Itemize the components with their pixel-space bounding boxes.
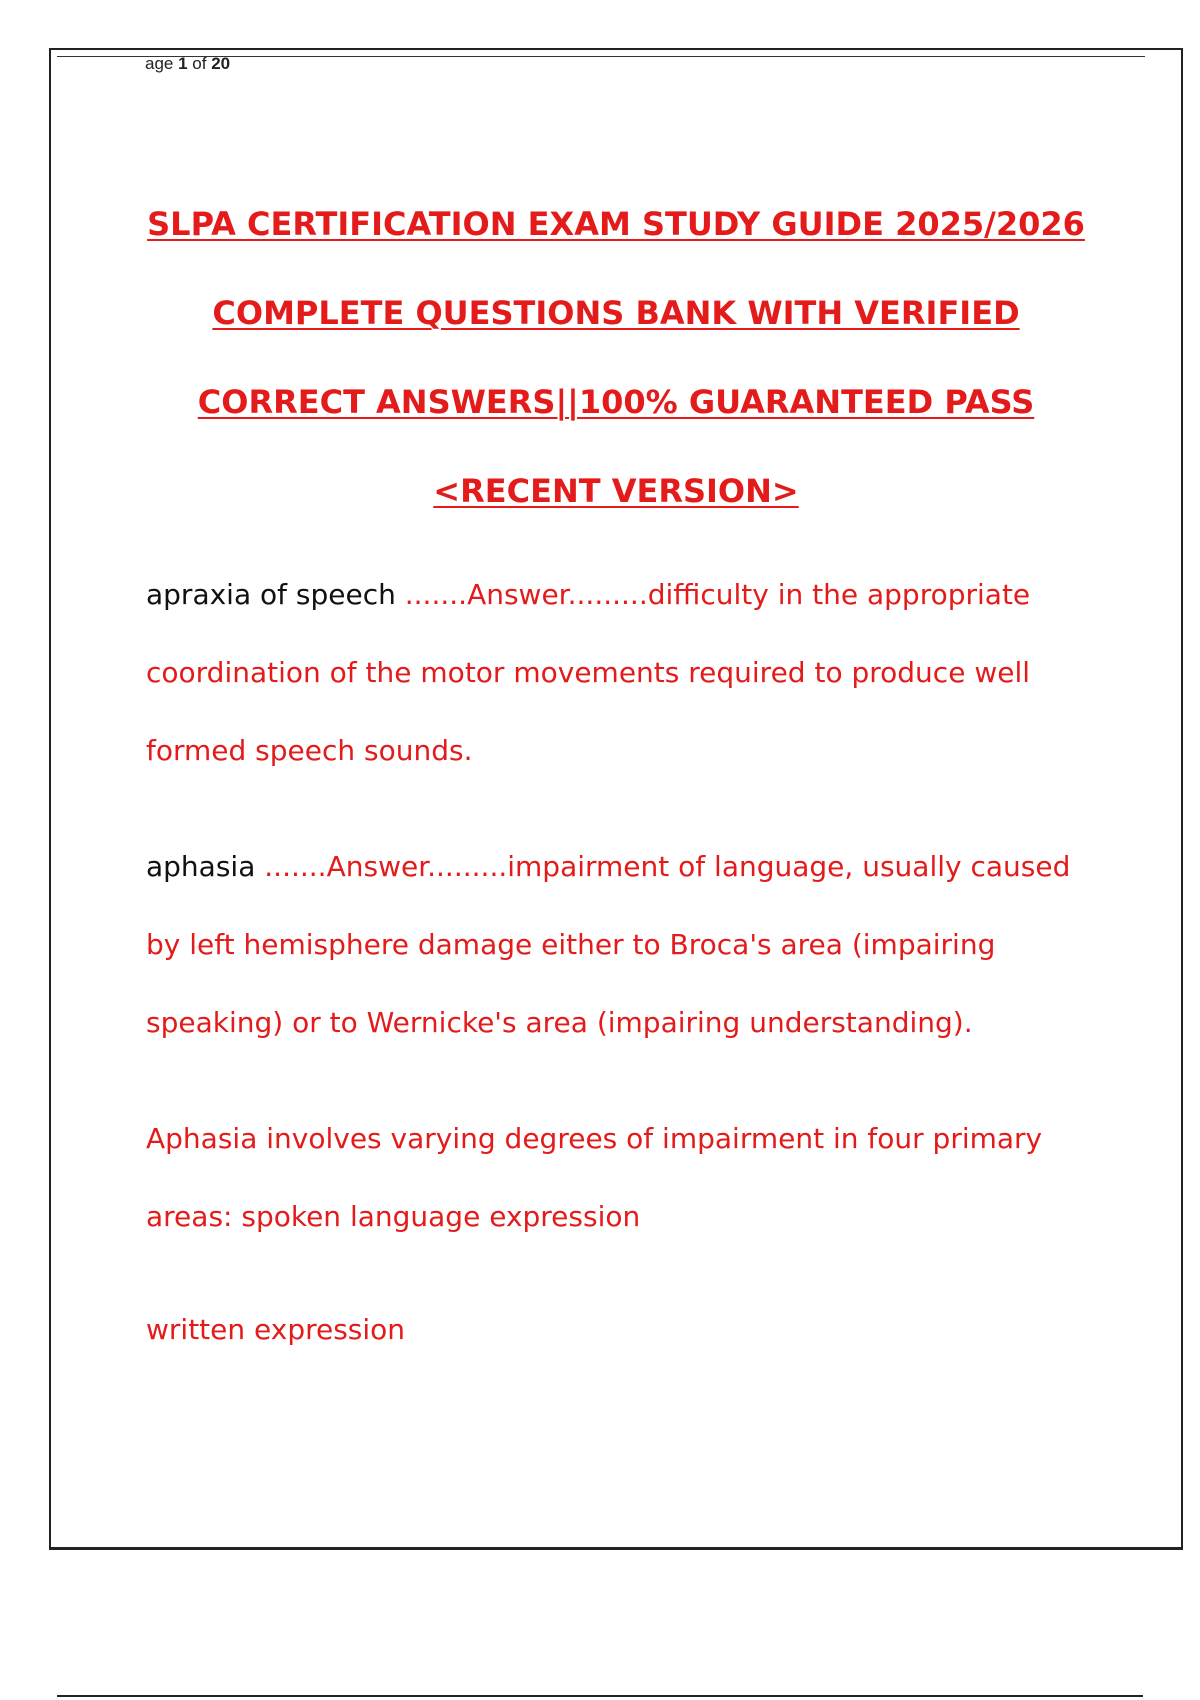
title-line-3: CORRECT ANSWERS||100% GUARANTEED PASS — [197, 383, 1035, 421]
list-item: written expression — [146, 1313, 406, 1346]
page-prefix: age — [145, 54, 179, 73]
paragraph-line-2: areas: spoken language expression — [146, 1200, 641, 1233]
entry-line-2: by left hemisphere damage either to Broca's area (impairing — [146, 928, 996, 961]
page-of: of — [187, 54, 212, 73]
entry-line-1 — [146, 575, 1086, 653]
paragraph-line-1: Aphasia involves varying degrees of impairment in four primary — [146, 1122, 1043, 1155]
footer-rule — [57, 1695, 1143, 1697]
entry-line-2: coordination of the motor movements required to produce well — [146, 656, 1031, 689]
page-current: 1 — [178, 54, 188, 73]
entry-term: aphasia — [146, 850, 256, 883]
entry-answer-start: .......Answer.........impairment of language, usually caused — [255, 850, 1071, 883]
written-expression-item — [146, 1310, 1086, 1388]
title-line-1: SLPA CERTIFICATION EXAM STUDY GUIDE 2025/2026 — [147, 205, 1085, 243]
page-total: 20 — [211, 54, 231, 73]
document-title — [49, 180, 1183, 536]
entry-answer-start: .......Answer.........difficulty in the appropriate — [395, 578, 1031, 611]
entry-line-1 — [146, 847, 1086, 925]
entry-term: apraxia of speech — [146, 578, 396, 611]
entry-line-3: speaking) or to Wernicke's area (impairing understanding). — [146, 1006, 973, 1039]
title-line-4: <RECENT VERSION> — [433, 472, 799, 510]
title-line-2: COMPLETE QUESTIONS BANK WITH VERIFIED — [212, 294, 1020, 332]
aphasia-paragraph — [146, 1119, 1086, 1275]
qa-entry-aphasia — [146, 847, 1086, 1081]
qa-entry-apraxia — [146, 575, 1086, 809]
entry-line-3: formed speech sounds. — [146, 734, 473, 767]
page-number-label — [145, 54, 230, 74]
